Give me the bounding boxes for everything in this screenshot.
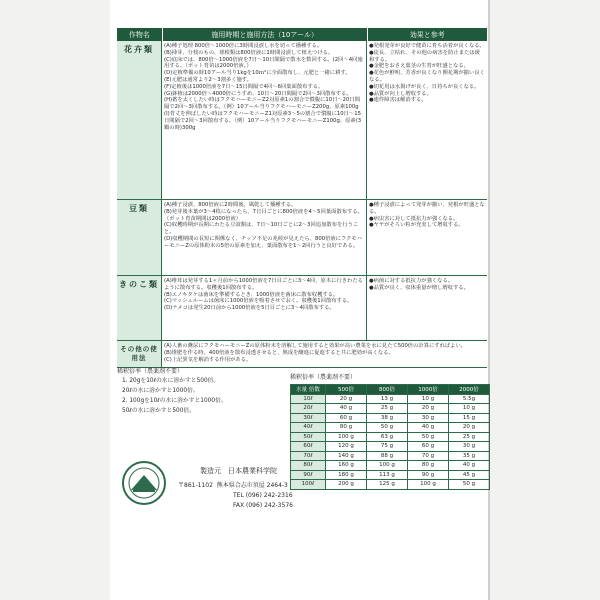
powder-amount: 30 g — [408, 413, 449, 423]
powder-amount: 100 g — [367, 461, 408, 471]
effect-text: ●種子浸漬によって発芽が揃い、発根が旺盛となる。 ●病虫害に対して抵抗力が強くなる。 ●ヤヤがそろい粒が充実して増収する。 — [369, 202, 485, 229]
powder-amount: 25 g — [367, 404, 408, 414]
water-amount: 90ℓ — [291, 470, 326, 480]
maker-address-line — [178, 481, 293, 491]
header-effect: 効果と参考 — [409, 30, 445, 39]
dilution-note-title: 稀釈倍率（農薬剤不要） — [117, 368, 184, 375]
powder-amount: 80 g — [326, 423, 367, 433]
dilution-row — [291, 480, 490, 490]
powder-amount: 120 g — [326, 442, 367, 452]
ratio-header: 1000倍 — [408, 385, 449, 395]
powder-amount: 50 g — [367, 423, 408, 433]
powder-amount: 80 g — [408, 461, 449, 471]
row-other — [117, 341, 487, 368]
dilution-row — [291, 442, 490, 452]
powder-amount: 75 g — [367, 442, 408, 452]
powder-amount: 40 g — [326, 404, 367, 414]
powder-amount: 40 g — [408, 423, 449, 433]
corner-cell: 水量 倍数 — [291, 385, 326, 395]
usage-cell — [162, 341, 487, 367]
powder-amount: 45 g — [449, 470, 490, 480]
maker-title: 製造元 日本農業科学院 — [200, 467, 277, 475]
powder-amount: 60 g — [408, 442, 449, 452]
powder-amount: 25 g — [449, 432, 490, 442]
row-mushrooms — [117, 276, 487, 341]
powder-amount: 100 g — [326, 432, 367, 442]
powder-amount: 35 g — [449, 451, 490, 461]
usage-text: (A)種子処理 800倍〜1000倍に3時間浸漬し水を切って播種する。 (B)挿芽、分枝のもの、球根類は800倍液に1時間浸漬して植えつける。 (C)底床では、800倍〜1000倍液を7日〜10日間隔で散水を数回する。(2回〜4回施用する。（ポット育苗は2000倍液。） (D)定植準備の時10アール当り1kgを10ｍ²に全面散布し、元肥と一緒に耕す。 (E)元肥は通常より2〜3割多く施す。 (F)定植後は1000倍液を7日〜15日間隔で4回〜6回葉面散布する。 (G)鉢植は2000倍〜4000倍にうすめ、10日〜20日間隔で2回〜3回散布する。 (H)蓄を太くしたい時はフクモハーモニーZ2対原素1の割合で慣腹に10日〜20日間隔で2回〜3回散布する。（例）10アール当りフクモハーモニーZ200g、原素100g (I)育丈を伸ばしたい時はフクモハーモニーZ1対原素3〜5の割合で慣腹に10日〜15日間隔で2回〜3回散布する。（例）10アール当りフクモハーモニーZ100g、原素(3顆の時)300g — [164, 43, 363, 131]
powder-amount: 5.5g — [449, 394, 490, 404]
powder-amount: 63 g — [367, 432, 408, 442]
dilution-row — [291, 470, 490, 480]
powder-amount: 200 g — [326, 480, 367, 490]
crop-name: 豆類 — [117, 200, 162, 275]
powder-amount: 13 g — [367, 394, 408, 404]
water-amount: 70ℓ — [291, 451, 326, 461]
dilution-header-row — [291, 385, 490, 395]
water-amount: 80ℓ — [291, 461, 326, 471]
water-amount: 100ℓ — [291, 480, 326, 490]
effect-cell — [367, 41, 487, 199]
usage-text: (A)椎茸は発芽する1ヶ月前から1000倍液を7日目ごとに3〜4回、原木に行きわたるように散布する。収穫後1回散布する。 (B)エノキタケは菌床を準備するとき、1000倍液を菌床に散布収穫する。 (C)マッシュルームは菌床に1000倍液を吸着させておく。収穫後1回散布する。 (D)ナメコは発生20日前から1000倍液を5日目ごとに3〜4回散布する。 — [164, 278, 363, 312]
maker-address-block — [178, 481, 293, 511]
dilution-row — [291, 451, 490, 461]
water-amount: 20ℓ — [291, 404, 326, 414]
phone-number: TEL (096) 242-2316 — [233, 492, 293, 499]
effect-cell — [367, 200, 487, 275]
water-amount: 10ℓ — [291, 394, 326, 404]
powder-amount: 90 g — [408, 470, 449, 480]
water-amount: 60ℓ — [291, 442, 326, 452]
powder-amount: 125 g — [367, 480, 408, 490]
powder-amount: 113 g — [367, 470, 408, 480]
dilution-row — [291, 423, 490, 433]
table-header — [117, 28, 487, 41]
ratio-header: 2000倍 — [449, 385, 490, 395]
powder-amount: 10 g — [408, 394, 449, 404]
powder-amount: 70 g — [408, 451, 449, 461]
ratio-header: 500倍 — [326, 385, 367, 395]
dilution-note-list: 1. 20gを10ℓの水に溶かすと500倍。 20ℓの水に溶かすと1000倍。 2. 100gを10ℓの水に溶かすと1000倍。 50ℓの水に溶かすと500倍。 — [122, 378, 227, 414]
water-amount: 50ℓ — [291, 432, 326, 442]
powder-amount: 20 g — [326, 394, 367, 404]
dilution-table — [290, 372, 490, 490]
powder-amount: 88 g — [367, 451, 408, 461]
usage-cell — [162, 276, 367, 340]
powder-amount: 38 g — [367, 413, 408, 423]
ratio-header: 800倍 — [367, 385, 408, 395]
row-beans — [117, 200, 487, 276]
powder-amount: 40 g — [449, 461, 490, 471]
fax-number: FAX (096) 242-3576 — [233, 502, 293, 509]
water-amount: 30ℓ — [291, 413, 326, 423]
powder-amount: 100 g — [408, 480, 449, 490]
address: 熊本県合志市須屋 2464-3 — [216, 482, 288, 489]
crop-name: その他の使用法 — [117, 341, 162, 367]
powder-amount: 60 g — [326, 413, 367, 423]
header-usage: 施用時期と施用方法（10アール） — [163, 28, 368, 41]
powder-amount: 15 g — [449, 413, 490, 423]
powder-amount: 160 g — [326, 461, 367, 471]
header-crop: 作物名 — [117, 28, 163, 41]
company-logo — [121, 460, 167, 506]
powder-amount: 140 g — [326, 451, 367, 461]
usage-table — [117, 28, 487, 368]
row-flowers — [117, 41, 487, 200]
powder-amount: 20 g — [449, 423, 490, 433]
effect-text: ●病菌に対する抵抗力が強くなる。 ●品質が良く、収体重量が増し増収する。 — [369, 278, 469, 291]
powder-amount: 30 g — [449, 442, 490, 452]
powder-amount: 20 g — [408, 404, 449, 414]
usage-cell — [162, 41, 367, 199]
dilution-row — [291, 432, 490, 442]
effect-text: ●発根発芽が良好で健苗に育ち活着が良くなる。 ●徒長、立枯れ、その他の病害を防止または緩和する。 ●金肥をおさえ葉茎の生育が旺盛となる。 ●花色が鮮明、芳香が良くなり開花期が揃い良くなる。 ●切花用は水揚げが良く、日持ちが良くなる。 ●品質が向上し増収する。 ●連作障害は解消する。 — [369, 43, 485, 104]
dilution-row — [291, 461, 490, 471]
powder-amount: 50 g — [408, 432, 449, 442]
effect-cell — [367, 276, 487, 340]
dilution-row — [291, 413, 490, 423]
powder-amount: 50 g — [449, 480, 490, 490]
dilution-row — [291, 404, 490, 414]
usage-cell — [162, 200, 367, 275]
postal-code: 〒861-1102 — [178, 482, 213, 489]
usage-text: (A)人畜の糞尿にフクモハーモニーZの原体粉末を溶解して施用すると効果が高い農業を水に見たて500倍の計算にすればよい。 (B)堆肥を作る時、400倍液を散布浸透させると、熟成を醸進に促進すると共に肥効が高くなる。 (C)上記異気を解消する作用がある。 — [164, 343, 467, 363]
powder-amount: 180 g — [326, 470, 367, 480]
page-edge — [488, 0, 490, 600]
dilution-caption: 稀釈倍率（農薬剤不要） — [290, 374, 357, 381]
crop-name: 花卉類 — [117, 41, 162, 199]
dilution-row — [291, 394, 490, 404]
water-amount: 40ℓ — [291, 423, 326, 433]
powder-amount: 10 g — [449, 404, 490, 414]
usage-text: (A)種子浸漬、800倍液に2時間後、風乾して播種する。 (B)発芽後本葉が3〜4枚になったら、7日目ごとに800倍液を4〜5回葉面散布する。（ポット育苗期間は2000倍液） (C)収穫時期が長期にわたる豆豉類は、7日〜10日ごとに2〜3回追加散布を行うこと。 (D)収穫期間の長短に関係なく、チッソ不足の兆候が見えたら、800倍液にフクモハーモニーZの原体粉末の5倍の原素を加え、葉面散布を1〜2回行うと良好である。 — [164, 202, 363, 249]
crop-name: きのこ類 — [117, 276, 162, 340]
